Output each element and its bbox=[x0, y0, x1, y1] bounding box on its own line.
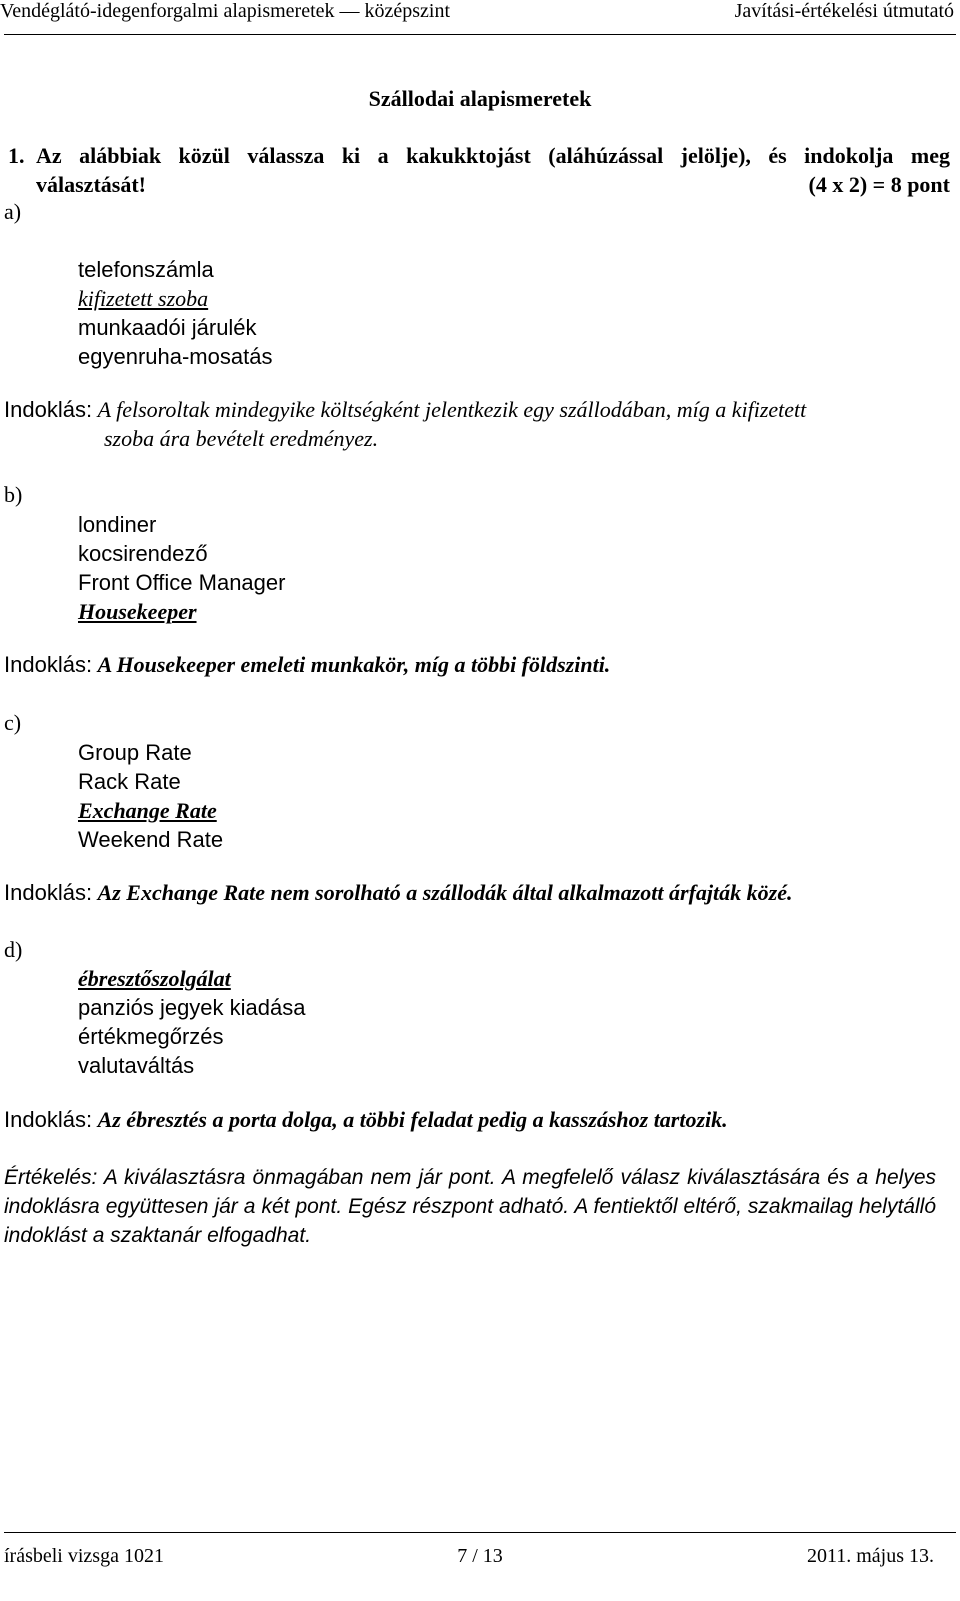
part-b-reason bbox=[4, 650, 954, 679]
reason-prefix: Indoklás: bbox=[4, 397, 93, 422]
part-d-items bbox=[78, 964, 305, 1080]
part-a-label: a) bbox=[4, 199, 22, 224]
list-item-answer: Housekeeper bbox=[78, 599, 197, 624]
list-item: értékmegőrzés bbox=[78, 1024, 224, 1049]
list-item-answer: Exchange Rate bbox=[78, 798, 217, 823]
list-item: munkaadói járulék bbox=[78, 315, 257, 340]
page-number: 7 / 13 bbox=[457, 1545, 503, 1567]
list-item: egyenruha-mosatás bbox=[78, 344, 273, 369]
footer-divider bbox=[4, 1532, 956, 1533]
list-item: londiner bbox=[78, 512, 157, 537]
question-number: 1. bbox=[8, 143, 25, 168]
reason-text: A felsoroltak mindegyike költségként jelentkezik egy szállodában, míg a kifizetett bbox=[97, 397, 807, 422]
reason-text: Az ébresztés a porta dolga, a többi feladat pedig a kasszáshoz tartozik. bbox=[97, 1107, 728, 1132]
list-item: telefonszámla bbox=[78, 257, 214, 282]
reason-prefix: Indoklás: bbox=[4, 880, 93, 905]
reason-prefix: Indoklás: bbox=[4, 1107, 93, 1132]
footer-left: írásbeli vizsga 1021 bbox=[4, 1545, 164, 1567]
header-left: Vendéglátó-idegenforgalmi alapismeretek — középszint bbox=[0, 0, 451, 22]
part-b-items bbox=[78, 510, 285, 626]
part-d-label: d) bbox=[4, 937, 23, 962]
part-a-items bbox=[78, 255, 272, 371]
question-text-line1: Az alábbiak közül válassza ki a kakukktojást (aláhúzással jelölje), és indokolja meg bbox=[36, 143, 950, 168]
part-a-reason bbox=[4, 395, 954, 453]
part-c-reason bbox=[4, 878, 954, 907]
header-divider bbox=[4, 34, 956, 35]
list-item: valutaváltás bbox=[78, 1053, 195, 1078]
part-b-label: b) bbox=[4, 482, 23, 507]
header-right: Javítási-értékelési útmutató bbox=[734, 0, 954, 22]
part-d-reason bbox=[4, 1105, 954, 1134]
reason-text: Az Exchange Rate nem sorolható a szállodák által alkalmazott árfajták közé. bbox=[97, 880, 793, 905]
part-c-label: c) bbox=[4, 710, 22, 735]
question-text-line2: választását! bbox=[36, 172, 146, 197]
footer-date: 2011. május 13. bbox=[806, 1545, 934, 1567]
evaluation-note: Értékelés: A kiválasztásra önmagában nem jár pont. A megfelelő válasz kiválasztására és a helyes indoklásra együttesen jár a két pont. Egész részpont adható. A fentiektől eltérő, szakmailag helytálló indoklást a szaktanár elfogadhat. bbox=[4, 1166, 936, 1247]
list-item: Rack Rate bbox=[78, 769, 181, 794]
reason-text-cont: szoba ára bevételt eredményez. bbox=[104, 426, 379, 451]
list-item: Front Office Manager bbox=[78, 570, 286, 595]
part-c-items bbox=[78, 738, 223, 854]
list-item-answer: kifizetett szoba bbox=[78, 286, 209, 311]
page-header bbox=[0, 0, 960, 28]
question-points: (4 x 2) = 8 pont bbox=[808, 172, 950, 197]
list-item: kocsirendező bbox=[78, 541, 208, 566]
reason-text: A Housekeeper emeleti munkakör, míg a többi földszinti. bbox=[97, 652, 611, 677]
section-title: Szállodai alapismeretek bbox=[368, 86, 592, 111]
reason-prefix: Indoklás: bbox=[4, 652, 93, 677]
list-item: Group Rate bbox=[78, 740, 192, 765]
list-item-answer: ébresztőszolgálat bbox=[78, 966, 231, 991]
list-item: panziós jegyek kiadása bbox=[78, 995, 306, 1020]
list-item: Weekend Rate bbox=[78, 827, 224, 852]
